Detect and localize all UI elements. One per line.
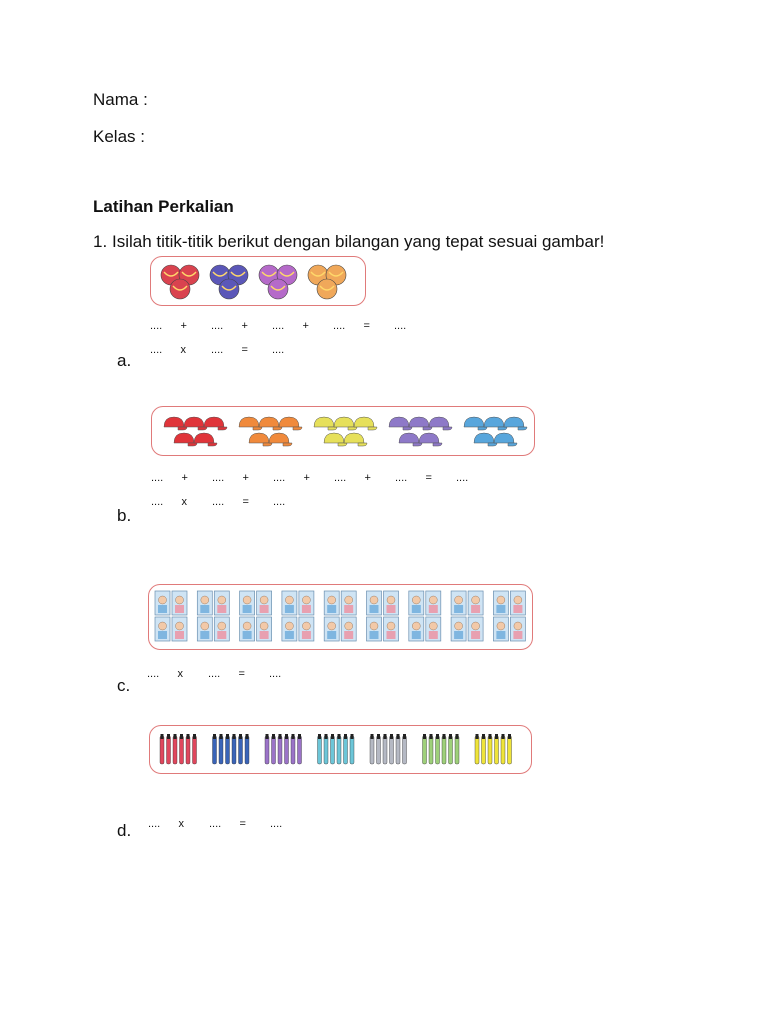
book-figure-body (302, 605, 311, 613)
equation-token[interactable]: .... (272, 344, 285, 356)
equation-token: = (425, 472, 432, 484)
book-figure (345, 596, 353, 604)
cap-icon (184, 417, 204, 427)
book-figure-body (344, 605, 353, 613)
book-figure (412, 622, 420, 630)
book-figure-body (200, 631, 209, 639)
equation-token: + (242, 472, 249, 484)
cap-bill (413, 443, 422, 446)
pen-clip (377, 734, 380, 739)
cap-bill (253, 427, 262, 430)
pen-icon (350, 736, 354, 764)
cap-bill (328, 427, 337, 430)
item-a-picture-frame (150, 256, 366, 306)
pen-icon (265, 736, 269, 764)
equation-token: x (178, 818, 184, 830)
pen-icon (278, 736, 282, 764)
pen-clip (174, 734, 177, 739)
book-figure (243, 622, 251, 630)
cap-bill (198, 427, 207, 430)
equation-token: + (364, 472, 371, 484)
pen-group (423, 734, 460, 764)
book-figure-body (429, 631, 438, 639)
pen-clip (430, 734, 433, 739)
book-figure (285, 622, 293, 630)
pen-clip (371, 734, 374, 739)
book-figure (218, 622, 226, 630)
equation-token[interactable]: .... (212, 472, 225, 484)
item-a-label: a. (117, 351, 132, 370)
cap-bill (283, 443, 292, 446)
book-figure-body (412, 631, 421, 639)
book-figure (370, 622, 378, 630)
cap-icon (164, 417, 184, 427)
pen-icon (331, 736, 335, 764)
book-figure (176, 622, 184, 630)
pen-clip (285, 734, 288, 739)
equation-token[interactable]: .... (334, 472, 347, 484)
cap-icon (334, 417, 354, 427)
book-figure (472, 596, 480, 604)
book-figure-body (285, 631, 294, 639)
pen-groups (150, 726, 531, 773)
cap-icon (464, 417, 484, 427)
pen-clip (502, 734, 505, 739)
pen-clip (167, 734, 170, 739)
pen-icon (324, 736, 328, 764)
cap-group (389, 417, 452, 446)
pen-group (318, 734, 355, 764)
book-figure-body (513, 605, 522, 613)
book-figure-body (370, 605, 379, 613)
book-figure-body (158, 631, 167, 639)
equation-token[interactable]: .... (150, 344, 163, 356)
book-group (282, 591, 314, 641)
book-figure-body (496, 605, 505, 613)
cap-groups (152, 407, 534, 455)
equation-token[interactable]: .... (273, 496, 286, 508)
cap-icon (419, 433, 439, 443)
cap-icon (194, 433, 214, 443)
pen-group (475, 734, 512, 764)
cap-icon (344, 433, 364, 443)
pen-clip (213, 734, 216, 739)
pen-clip (246, 734, 249, 739)
pen-icon (482, 736, 486, 764)
ball-icon (219, 279, 239, 299)
pen-clip (298, 734, 301, 739)
item-c-picture-frame (148, 584, 533, 650)
pen-clip (456, 734, 459, 739)
item-b-picture-frame (151, 406, 535, 456)
pen-clip (403, 734, 406, 739)
equation-token[interactable]: .... (150, 320, 163, 332)
pen-icon (219, 736, 223, 764)
pen-icon (318, 736, 322, 764)
book-figure (328, 622, 336, 630)
cap-icon (204, 417, 224, 427)
cap-bill (518, 427, 527, 430)
book-figure (497, 596, 505, 604)
book-figure (412, 596, 420, 604)
book-figure-body (200, 605, 209, 613)
equation-token[interactable]: .... (151, 472, 164, 484)
equation-token[interactable]: .... (148, 818, 161, 830)
equation-token[interactable]: .... (209, 818, 222, 830)
pen-clip (292, 734, 295, 739)
cap-icon (389, 417, 409, 427)
cap-bill (498, 427, 507, 430)
book-figure-body (175, 631, 184, 639)
equation-token[interactable]: .... (212, 496, 225, 508)
pen-icon (180, 736, 184, 764)
equation-token: + (241, 320, 248, 332)
pen-group (370, 734, 407, 764)
book-groups (149, 585, 532, 649)
pen-clip (436, 734, 439, 739)
equation-token[interactable]: .... (269, 668, 282, 680)
equation-token[interactable]: .... (208, 668, 221, 680)
pen-clip (443, 734, 446, 739)
equation-token[interactable]: .... (270, 818, 283, 830)
pen-icon (377, 736, 381, 764)
ball-group (210, 265, 248, 299)
pen-clip (384, 734, 387, 739)
book-figure-body (217, 631, 226, 639)
pen-clip (338, 734, 341, 739)
book-figure (514, 596, 522, 604)
equation-token: = (239, 818, 246, 830)
cap-bill (178, 427, 187, 430)
pen-clip (272, 734, 275, 739)
pen-icon (396, 736, 400, 764)
ball-group (161, 265, 199, 299)
ball-groups (151, 257, 365, 305)
pen-clip (266, 734, 269, 739)
cap-icon (399, 433, 419, 443)
equation-token: = (363, 320, 370, 332)
book-figure (387, 596, 395, 604)
pen-clip (449, 734, 452, 739)
book-figure-body (243, 631, 252, 639)
pen-icon (449, 736, 453, 764)
pen-icon (370, 736, 374, 764)
cap-icon (249, 433, 269, 443)
ball-group (259, 265, 297, 299)
book-figure (302, 622, 310, 630)
pen-icon (383, 736, 387, 764)
equation-token: x (177, 668, 183, 680)
book-figure-body (429, 605, 438, 613)
book-group (451, 591, 483, 641)
pen-icon (455, 736, 459, 764)
cap-bill (348, 427, 357, 430)
book-figure-body (158, 605, 167, 613)
equation-token: = (238, 668, 245, 680)
pen-icon (344, 736, 348, 764)
pen-icon (508, 736, 512, 764)
cap-group (239, 417, 302, 446)
pen-icon (403, 736, 407, 764)
pen-icon (272, 736, 276, 764)
book-figure (497, 622, 505, 630)
equation-token: = (242, 496, 249, 508)
book-figure (455, 596, 463, 604)
cap-icon (324, 433, 344, 443)
cap-bill (208, 443, 217, 446)
pen-clip (180, 734, 183, 739)
pen-clip (390, 734, 393, 739)
pen-icon (193, 736, 197, 764)
book-figure-body (412, 605, 421, 613)
cap-bill (443, 427, 452, 430)
book-figure-body (327, 605, 336, 613)
book-figure-body (302, 631, 311, 639)
book-figure (302, 596, 310, 604)
pen-icon (429, 736, 433, 764)
book-figure (514, 622, 522, 630)
cap-icon (259, 417, 279, 427)
pen-group (213, 734, 250, 764)
cap-icon (174, 433, 194, 443)
pen-icon (501, 736, 505, 764)
book-figure (260, 622, 268, 630)
book-group (324, 591, 356, 641)
book-group (240, 591, 272, 641)
cap-bill (433, 443, 442, 446)
pen-clip (397, 734, 400, 739)
pen-clip (495, 734, 498, 739)
book-figure (159, 622, 167, 630)
equation-token[interactable]: .... (273, 472, 286, 484)
book-figure (429, 622, 437, 630)
pen-group (160, 734, 197, 764)
pen-icon (298, 736, 302, 764)
equation-token[interactable]: .... (456, 472, 469, 484)
book-figure (176, 596, 184, 604)
book-figure (260, 596, 268, 604)
equation-token[interactable]: .... (395, 472, 408, 484)
item-d-picture-frame (149, 725, 532, 774)
item-c-label: c. (117, 676, 131, 695)
ball-group (308, 265, 346, 299)
pen-clip (508, 734, 511, 739)
pen-icon (167, 736, 171, 764)
book-figure-body (285, 605, 294, 613)
equation-token: + (303, 472, 310, 484)
pen-clip (331, 734, 334, 739)
cap-bill (423, 427, 432, 430)
pen-icon (390, 736, 394, 764)
pen-icon (442, 736, 446, 764)
book-figure (370, 596, 378, 604)
book-figure-body (513, 631, 522, 639)
book-figure-body (243, 605, 252, 613)
cap-icon (314, 417, 334, 427)
pen-clip (233, 734, 236, 739)
book-figure-body (471, 631, 480, 639)
cap-bill (478, 427, 487, 430)
cap-icon (239, 417, 259, 427)
equation-token[interactable]: .... (272, 320, 285, 332)
equation-token: x (180, 344, 186, 356)
equation-token: + (302, 320, 309, 332)
cap-icon (494, 433, 514, 443)
book-figure (201, 622, 209, 630)
cap-bill (293, 427, 302, 430)
pen-clip (161, 734, 164, 739)
pen-icon (475, 736, 479, 764)
book-figure (472, 622, 480, 630)
cap-group (314, 417, 377, 446)
pen-icon (213, 736, 217, 764)
equation-token[interactable]: .... (151, 496, 164, 508)
question-number: 1. (93, 232, 108, 251)
pen-icon (245, 736, 249, 764)
cap-bill (508, 443, 517, 446)
cap-group (164, 417, 227, 446)
cap-bill (188, 443, 197, 446)
pen-clip (476, 734, 479, 739)
cap-icon (429, 417, 449, 427)
pen-icon (495, 736, 499, 764)
book-figure (159, 596, 167, 604)
pen-icon (291, 736, 295, 764)
pen-clip (226, 734, 229, 739)
book-figure-body (327, 631, 336, 639)
book-group (493, 591, 525, 641)
pen-clip (279, 734, 282, 739)
equation-token: = (241, 344, 248, 356)
book-figure-body (387, 631, 396, 639)
pen-icon (423, 736, 427, 764)
equation-token[interactable]: .... (394, 320, 407, 332)
pen-icon (488, 736, 492, 764)
item-b-label: b. (117, 506, 132, 525)
question-text: Isilah titik-titik berikut dengan bilangan yang tepat sesuai gambar! (112, 232, 605, 251)
pen-group (265, 734, 302, 764)
cap-bill (368, 427, 377, 430)
book-figure (429, 596, 437, 604)
cap-bill (273, 427, 282, 430)
ball-icon (170, 279, 190, 299)
ball-icon (268, 279, 288, 299)
pen-clip (351, 734, 354, 739)
pen-clip (220, 734, 223, 739)
book-figure-body (175, 605, 184, 613)
equation-token[interactable]: .... (333, 320, 346, 332)
cap-group (464, 417, 527, 446)
book-figure (387, 622, 395, 630)
pen-clip (489, 734, 492, 739)
cap-icon (474, 433, 494, 443)
student-class-label: Kelas : (93, 127, 145, 146)
pen-icon (173, 736, 177, 764)
cap-bill (263, 443, 272, 446)
book-group (155, 591, 187, 641)
equation-token[interactable]: .... (211, 344, 224, 356)
book-figure-body (344, 631, 353, 639)
book-figure-body (387, 605, 396, 613)
pen-icon (226, 736, 230, 764)
equation-token: + (181, 472, 188, 484)
equation-token[interactable]: .... (147, 668, 160, 680)
pen-icon (232, 736, 236, 764)
pen-clip (239, 734, 242, 739)
book-figure (218, 596, 226, 604)
cap-bill (218, 427, 227, 430)
cap-icon (409, 417, 429, 427)
book-group (197, 591, 229, 641)
book-figure (243, 596, 251, 604)
pen-clip (318, 734, 321, 739)
book-figure-body (370, 631, 379, 639)
equation-token: + (180, 320, 187, 332)
book-figure-body (260, 631, 269, 639)
pen-icon (239, 736, 243, 764)
book-figure (345, 622, 353, 630)
cap-bill (338, 443, 347, 446)
pen-clip (193, 734, 196, 739)
pen-icon (160, 736, 164, 764)
pen-clip (423, 734, 426, 739)
pen-clip (482, 734, 485, 739)
pen-icon (337, 736, 341, 764)
book-figure (328, 596, 336, 604)
book-figure (285, 596, 293, 604)
book-figure-body (454, 605, 463, 613)
student-name-label: Nama : (93, 90, 148, 109)
equation-token: x (181, 496, 187, 508)
pen-clip (344, 734, 347, 739)
section-title: Latihan Perkalian (93, 197, 234, 216)
book-group (367, 591, 399, 641)
cap-icon (504, 417, 524, 427)
book-figure-body (471, 605, 480, 613)
book-figure-body (496, 631, 505, 639)
ball-icon (317, 279, 337, 299)
cap-bill (358, 443, 367, 446)
book-group (409, 591, 441, 641)
cap-bill (403, 427, 412, 430)
book-figure-body (454, 631, 463, 639)
cap-bill (488, 443, 497, 446)
book-figure-body (260, 605, 269, 613)
pen-icon (285, 736, 289, 764)
cap-icon (269, 433, 289, 443)
book-figure (201, 596, 209, 604)
cap-icon (484, 417, 504, 427)
book-figure (455, 622, 463, 630)
pen-clip (325, 734, 328, 739)
equation-token[interactable]: .... (211, 320, 224, 332)
item-d-label: d. (117, 821, 132, 840)
pen-clip (187, 734, 190, 739)
cap-icon (354, 417, 374, 427)
pen-icon (186, 736, 190, 764)
book-figure-body (217, 605, 226, 613)
cap-icon (279, 417, 299, 427)
pen-icon (436, 736, 440, 764)
